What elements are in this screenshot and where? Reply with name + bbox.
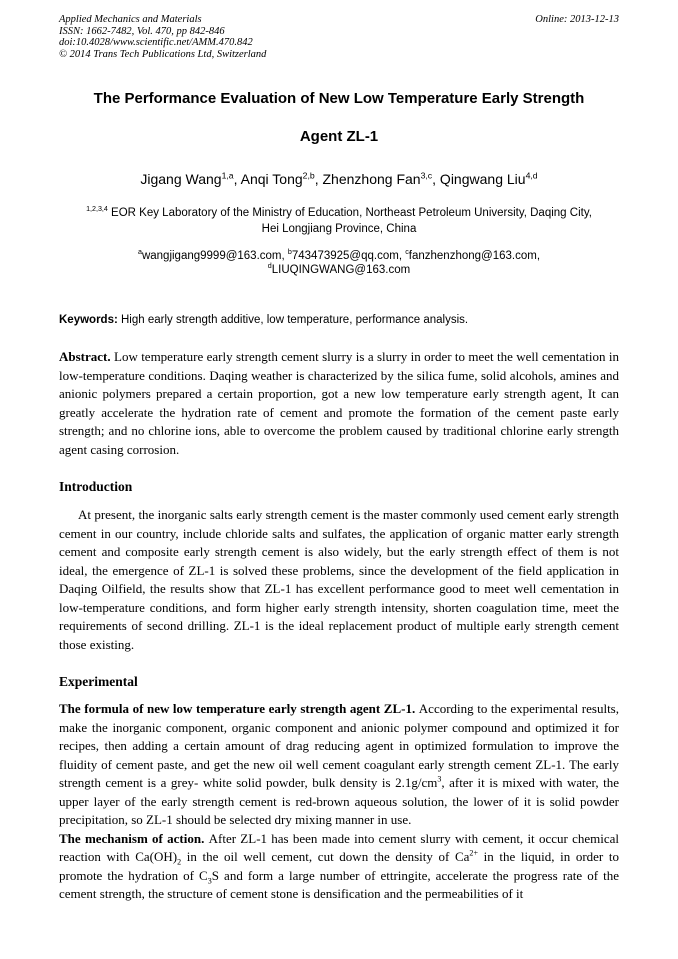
paper-title-line2: Agent ZL-1 [299, 128, 379, 146]
journal-doi: doi:10.4028/www.scientific.net/AMM.470.842 [59, 37, 253, 49]
journal-header [59, 14, 619, 60]
email-line2: $^d$LIUQINGWANG@163.com [267, 262, 411, 277]
mechanism-paragraph: The mechanism of action. After ZL-1 has been made into cement slurry with cement, it occur chemical reaction with $Ca(OH)_2$ in the oil well cement, cut down the density of $Ca^{2+}$ in the liquid, in order to promote the hydration of $C_3S$ and form a large number of ettringite, accelerate the progress rate of the cement strength, the structure of cement stone is densification and the permeabilities of it [59, 830, 619, 902]
formula-paragraph: The formula of new low temperature early strength agent ZL-1. According to the experimental results, make the inorganic component, organic component and anionic polymer compound and optimized it for recipes, then adding a certain amount of drag reducing agent in optimized formulation to improve the fluidity of cement paste, and get the new oil well cement coagulant early strength cement ZL-1. The early strength cement is a grey- white solid powder, bulk density is $2.1g/cm^3$, after it is mixed with water, the upper layer of the early strength cement is red-brown aqueous solution, the lower of it is solid powder precipitation, so ZL-1 should be selected dry mixing manner in use. [59, 701, 619, 828]
affiliation-line1: $^{1,2,3,4}$ EOR Key Laboratory of the Ministry of Education, Northeast Petroleum University, Daqing City, [86, 205, 592, 220]
introduction-paragraph: At present, the inorganic salts early strength cement is the master commonly used cement early strength cement in our country, include chloride salts and sulfates, the application of organic matter early strength cement and composite early strength cement is also widely, but the early strength effect of them is not ideal, the emergence of ZL-1 is solved these problems, since the development of the field application in Daqing Oilfield, the results show that ZL-1 has excellent performance good to meet well cementation in low-temperature conditions, and form higher early strength intensity, shorten coagulation time, meet the requirements of second drilling. ZL-1 is the ideal replacement product of multiple early strength cement those existing. [59, 507, 619, 652]
section-heading-introduction: Introduction [59, 479, 133, 495]
journal-header-left [59, 14, 266, 60]
email-line1: $^a$wangjigang9999@163.com, $^b$743473925@qq.com, $^c$fanzhenzhong@163.com, [137, 248, 541, 263]
paper-title [59, 90, 619, 145]
authors-line: Jigang Wang$^{1,a}$, Anqi Tong$^{2,b}$, Zhenzhong Fan$^{3,c}$, Qingwang Liu$^{4,d}$ [140, 170, 538, 188]
online-date: Online: 2013-12-13 [535, 14, 619, 25]
journal-name: Applied Mechanics and Materials [59, 14, 202, 25]
affiliation-line2: Hei Longjiang Province, China [261, 222, 417, 235]
journal-copyright: © 2014 Trans Tech Publications Ltd, Switzerland [59, 48, 267, 60]
paper-title-line1: The Performance Evaluation of New Low Temperature Early Strength [93, 90, 585, 108]
affiliation [59, 206, 619, 237]
author-emails [59, 249, 619, 277]
abstract-paragraph: Abstract. Low temperature early strength cement slurry is a slurry in order to meet the well cementation in low-temperature conditions. Daqing weather is characterized by the silica fume, solid alcohols, amines and anionic polymers prepared a certain proportion, got a new low temperature early strength agent, It can greatly accelerate the hydration rate of cement and promote the formation of the cement paste early strength; and no chlorine ions, able to overcome the problem caused by traditional chlorine early strength agent casing corrosion. [59, 349, 619, 457]
journal-issn-volume: ISSN: 1662-7482, Vol. 470, pp 842-846 [59, 25, 225, 37]
section-heading-experimental: Experimental [59, 674, 138, 690]
keywords-line: Keywords: High early strength additive, low temperature, performance analysis. [59, 314, 469, 327]
